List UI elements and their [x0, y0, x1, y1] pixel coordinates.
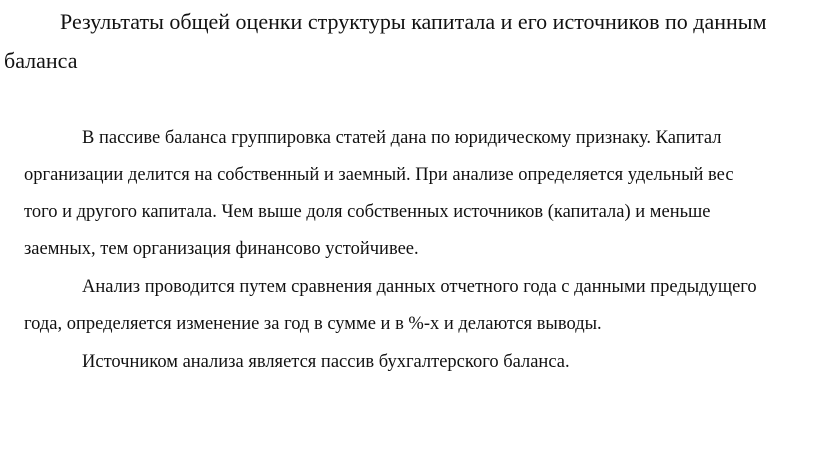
paragraph-line: В пассиве баланса группировка статей дана по юридическому признаку. Капитал [82, 128, 722, 148]
document-body [24, 120, 814, 381]
paragraph-line: того и другого капитала. Чем выше доля собственных источников (капитала) и меньше [24, 202, 711, 222]
title-line-2: баланса [4, 48, 78, 73]
paragraph-line: заемных, тем организация финансово устойчивее. [24, 239, 419, 259]
paragraph-line: организации делится на собственный и заемный. При анализе определяется удельный вес [24, 165, 734, 185]
title-line-1: Результаты общей оценки структуры капитала и его источников по данным [60, 9, 767, 34]
paragraph-line: Источником анализа является пассив бухгалтерского баланса. [82, 352, 570, 372]
paragraph-line: года, определяется изменение за год в сумме и в %-х и делаются выводы. [24, 314, 602, 334]
paragraph-analysis-source [24, 344, 814, 381]
paragraph-structure-description [24, 120, 814, 268]
document-title [0, 2, 816, 80]
paragraph-analysis-method [24, 269, 814, 343]
paragraph-line: Анализ проводится путем сравнения данных отчетного года с данными предыдущего [82, 277, 757, 297]
